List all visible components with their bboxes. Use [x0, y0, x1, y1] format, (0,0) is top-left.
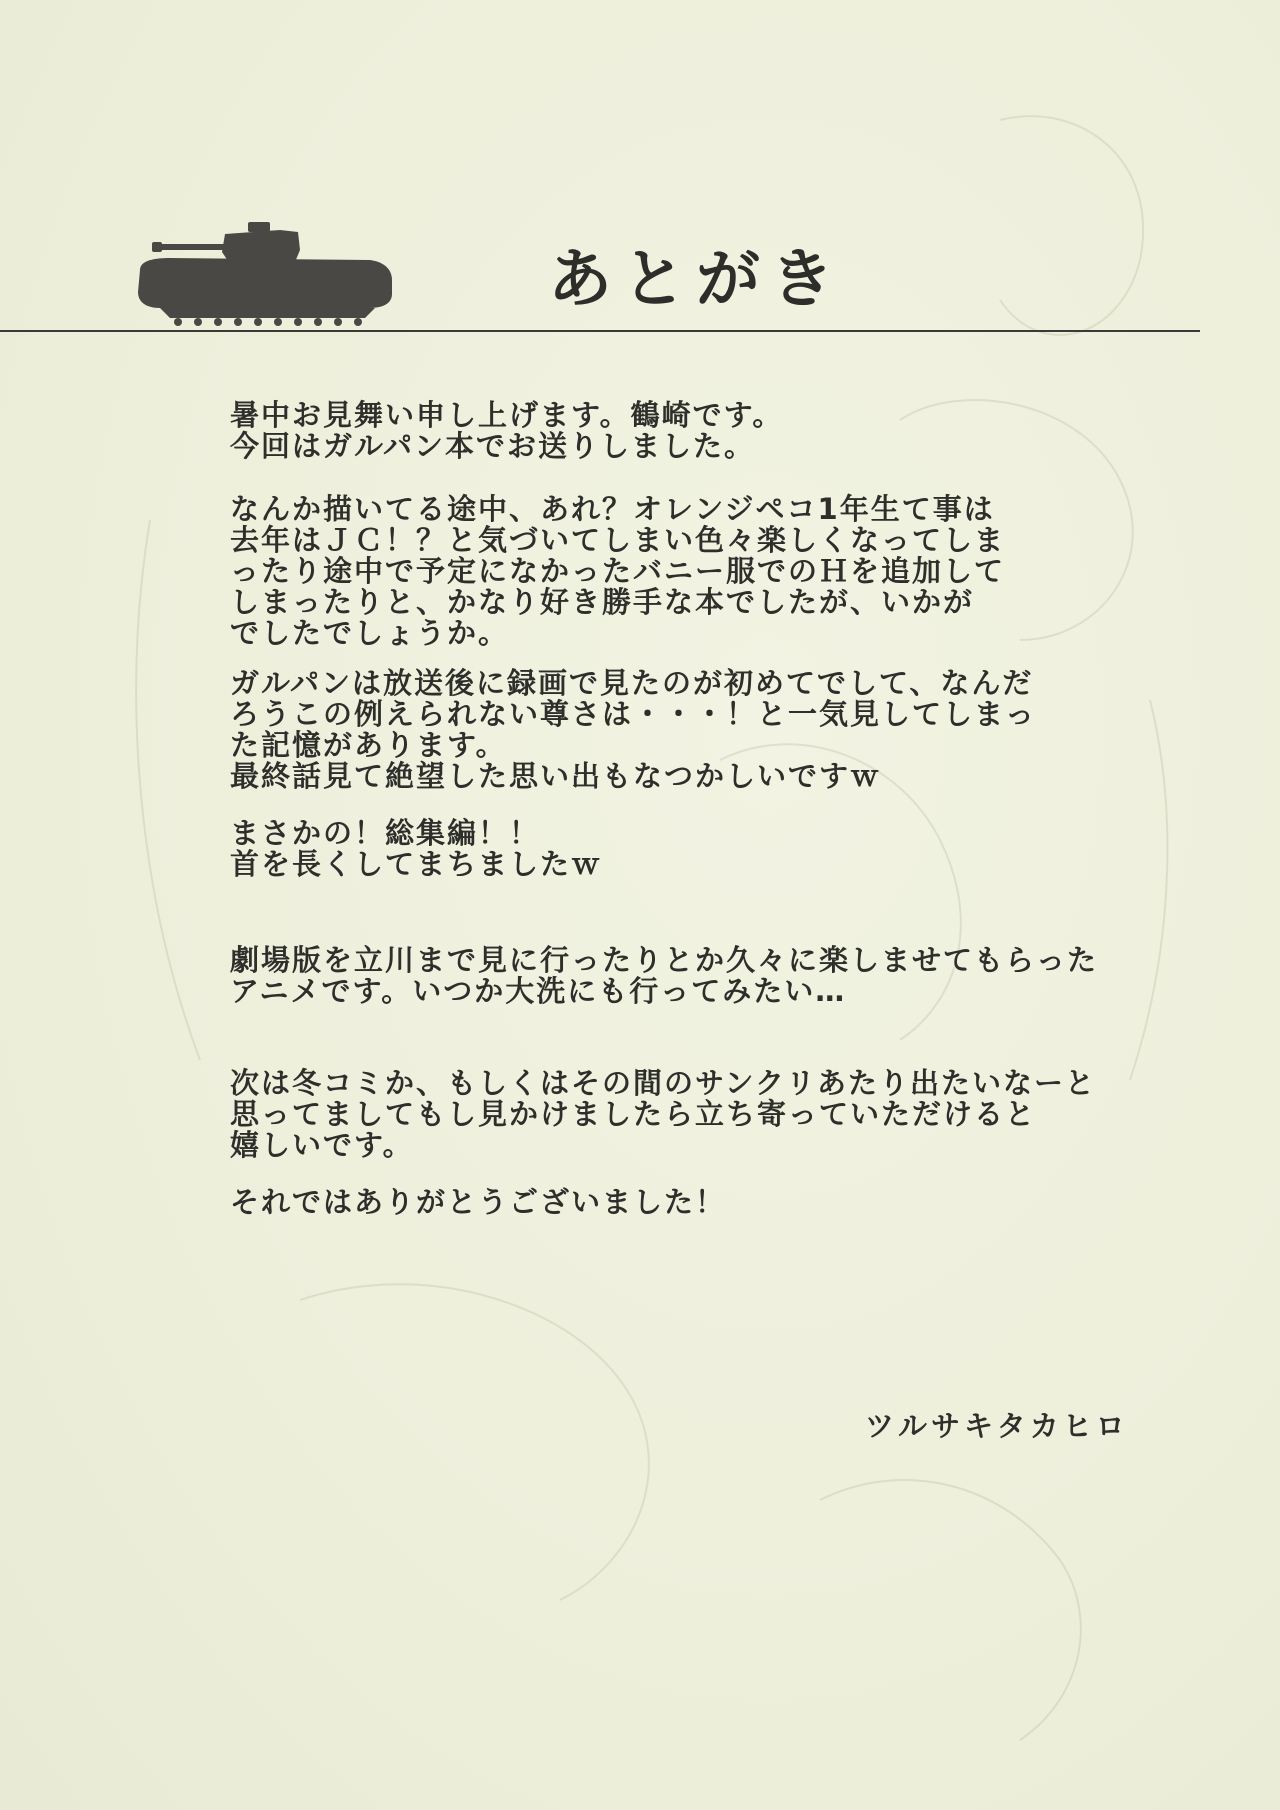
paragraph-first-watch: ガルパンは放送後に録画で見たのが初めてでして、なんだ ろうこの例えられない尊さは・・・！と一気見してしまっ た記憶があります。 最終話見て絶望した思い出もなつかしいですｗ — [230, 666, 1037, 793]
paragraph-compilation: まさかの！総集編！！ 首を長くしてまちましたｗ — [230, 816, 603, 881]
paragraph-greeting: 暑中お見舞い申し上げます。鶴崎です。 今回はガルパン本でお送りしました。 — [230, 398, 784, 463]
paragraph-next-event: 次は冬コミか、もしくはその間のサンクリあたり出たいなーと 思ってましてもし見かけましたら立ち寄っていただけると 嬉しいです。 — [230, 1066, 1096, 1162]
paragraph-thanks: それではありがとうございました！ — [230, 1185, 727, 1219]
page-title: あとがき — [548, 243, 844, 317]
author-signature: ツルサキタカヒロ — [865, 1409, 1129, 1443]
paragraph-theatrical: 劇場版を立川まで見に行ったりとか久々に楽しませてもらった アニメです。いつか大洗にも行ってみたい… — [230, 943, 1099, 1008]
tank-silhouette-icon — [130, 222, 400, 334]
paragraph-drawing-notes: なんか描いてる途中、あれ？オレンジペコ1年生て事は 去年はＪＣ！？と気づいてしまい色々楽しくなってしま ったり途中で予定になかったバニー服でのＨを追加して しまったりと、かなり好き勝手な本でしたが、いかが でしたでしょうか。 — [230, 492, 1006, 650]
title-divider — [0, 330, 1200, 332]
